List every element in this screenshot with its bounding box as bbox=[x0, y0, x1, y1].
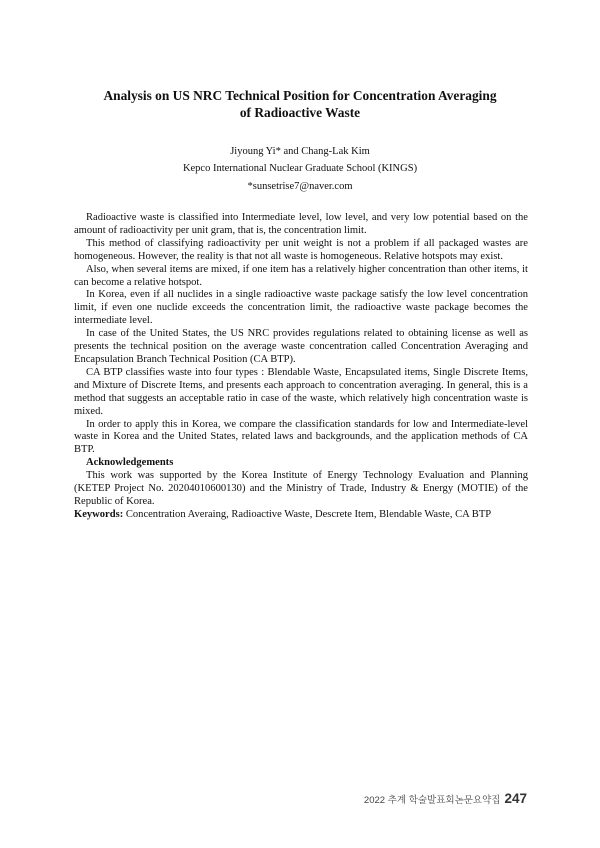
paragraph: This method of classifying radioactivity per unit weight is not a problem if all packaged wastes are homogeneous. However, the reality is that not all waste is homogeneous. Relative hotspots may exist. bbox=[74, 237, 528, 262]
proceedings-title: 2022 추계 학술발표회논문요약집 bbox=[363, 795, 501, 806]
page-footer bbox=[364, 791, 527, 806]
paragraph: In order to apply this in Korea, we compare the classification standards for low and Intermediate-level waste in Korea and the United States, related laws and backgrounds, and the application methods of CA BTP. bbox=[74, 418, 528, 456]
paragraph: In Korea, even if all nuclides in a single radioactive waste package satisfy the low level concentration limit, if even one nuclide exceeds the concentration limit, the radioactive waste package becomes the intermediate level. bbox=[74, 289, 528, 327]
author-email: *sunsetrise7@naver.com bbox=[247, 181, 353, 192]
keywords bbox=[74, 509, 528, 522]
paragraph: Radioactive waste is classified into Intermediate level, low level, and very low potential based on the amount of radioactivity per unit gram, that is, the concentration limit. bbox=[74, 212, 528, 236]
paragraph: CA BTP classifies waste into four types : Blendable Waste, Encapsulated items, Single Discrete Items, and Mixture of Discrete Items, and presents each approach to concentration averaging. In general, this is a method that suggests an acceptable ratio in case of the waste, which relatively high concentration waste is mixed. bbox=[74, 366, 528, 417]
authors: Jiyoung Yi* and Chang-Lak Kim bbox=[230, 146, 370, 157]
title-line-2: of Radioactive Waste bbox=[239, 105, 361, 120]
acknowledgements-heading: Acknowledgements bbox=[86, 457, 174, 469]
abstract-body bbox=[74, 212, 528, 522]
keywords-text: Concentration Averaing, Radioactive Waste, Descrete Item, Blendable Waste, CA BTP bbox=[125, 508, 492, 520]
acknowledgements-text: This work was supported by the Korea Institute of Energy Technology Evaluation and Planning (KETEP Project No. 20204010600130) and the Ministry of Trade, Industry & Energy (MOTIE) of the Republic of Korea. bbox=[74, 470, 528, 507]
paragraph: Also, when several items are mixed, if one item has a relatively higher concentration than other items, it can become a relative hotspot. bbox=[74, 263, 528, 288]
paper-title bbox=[70, 87, 530, 121]
title-line-1: Analysis on US NRC Technical Position for Concentration Averaging bbox=[103, 88, 497, 103]
keywords-label: Keywords: bbox=[74, 508, 124, 520]
affiliation: Kepco International Nuclear Graduate School (KINGS) bbox=[182, 163, 418, 174]
page-number: 247 bbox=[504, 791, 527, 806]
paragraph: In case of the United States, the US NRC provides regulations related to obtaining license as well as presents the technical position on the average waste concentration called Concentration Averaging and Encapsulation Branch Technical Position (CA BTP). bbox=[74, 328, 528, 365]
